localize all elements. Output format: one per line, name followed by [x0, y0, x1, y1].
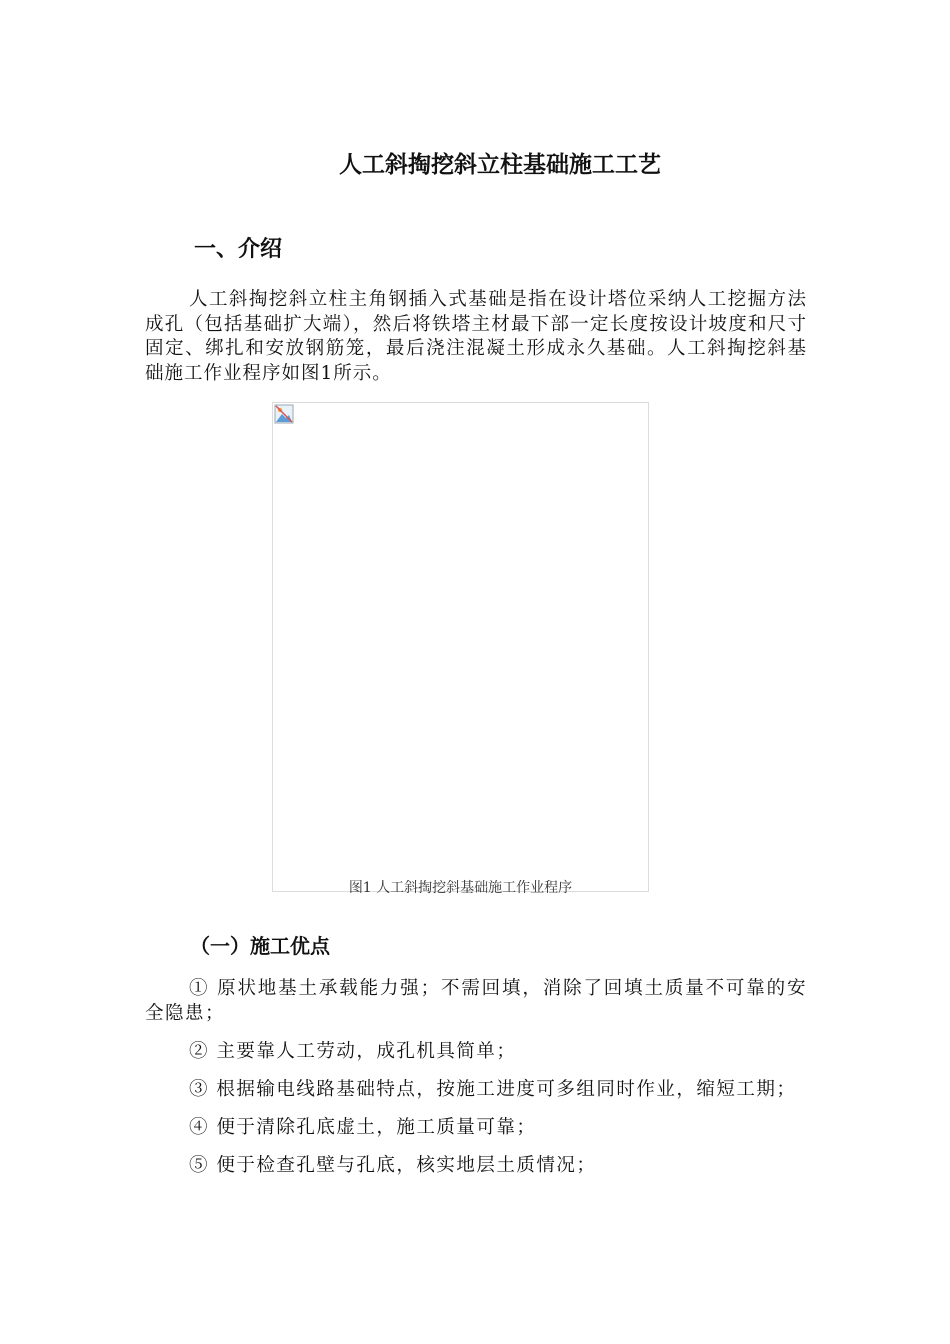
list-item: ③ 根据输电线路基础特点，按施工进度可多组同时作业，缩短工期； [189, 1079, 797, 1100]
list-item: ① 原状地基土承载能力强；不需回填，消除了回填土质量不可靠的安全隐患； [145, 978, 807, 1024]
figure-caption: 图1 人工斜掏挖斜基础施工作业程序 [348, 880, 573, 896]
intro-paragraph: 人工斜掏挖斜立柱主角钢插入式基础是指在设计塔位采纳人工挖掘方法成孔（包括基础扩大端），然后将铁塔主材最下部一定长度按设计坡度和尺寸固定、绑扎和安放钢筋笼，最后浇注混凝土形成永久基础。人工斜掏挖斜基础施工作业程序如图1所示。 [145, 289, 807, 384]
document-title: 人工斜掏挖斜立柱基础施工工艺 [339, 151, 661, 178]
broken-image-icon [274, 404, 294, 424]
list-item: ④ 便于清除孔底虚土，施工质量可靠； [189, 1117, 537, 1138]
subsection-heading-advantages: （一）施工优点 [190, 934, 330, 958]
list-item: ② 主要靠人工劳动，成孔机具简单； [189, 1041, 517, 1062]
advantages-list [145, 976, 807, 1191]
figure-placeholder [272, 402, 649, 896]
section-heading-introduction: 一、介绍 [194, 236, 283, 262]
list-item: ⑤ 便于检查孔壁与孔底，核实地层土质情况； [189, 1155, 597, 1176]
